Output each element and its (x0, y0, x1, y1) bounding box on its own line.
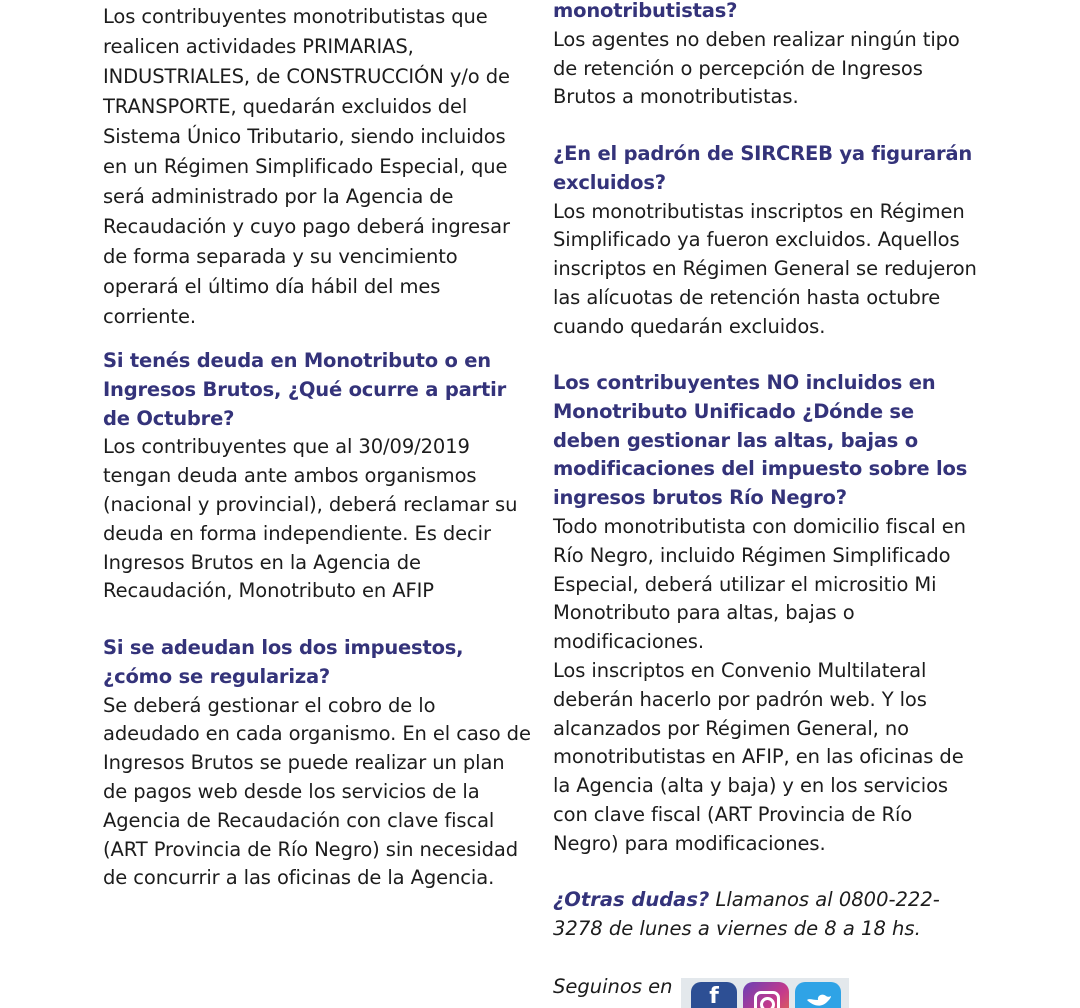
faq-retention-question-tail: monotributistas? (553, 0, 738, 22)
faq-debt-question: Si tenés deuda en Monotributo o en Ingresos Brutos, ¿Qué ocurre a partir de Octubre? (103, 349, 506, 430)
social-section (553, 972, 973, 1008)
faq-regularize-answer: Se deberá gestionar el cobro de lo adeudado en cada organismo. En el caso de Ingresos Brutos se puede realizar un plan de pagos web desde los servicios de la Agencia de Recaudación con clave fiscal (ART Provincia de Río Negro) sin necesidad de concurrir a las oficinas de la Agencia. (103, 693, 531, 890)
faq-debt-answer: Los contribuyentes que al 30/09/2019 tengan deuda ante ambos organismos (nacional y provincial), deberá reclamar su deuda en forma independiente. Es decir Ingresos Brutos en la Agencia de Recaudación, Monotributo en AFIP (103, 435, 518, 603)
contact-text (553, 886, 983, 944)
social-icons (681, 978, 849, 1008)
social-label: Seguinos en (553, 975, 673, 998)
faq-registration-answer-1: Todo monotributista con domicilio fiscal en Río Negro, incluido Régimen Simplificado Especial, deberá utilizar el micrositio Mi Monotributo para altas, bajas o modificaciones. (553, 514, 966, 654)
instagram-icon[interactable] (743, 982, 789, 1008)
contact-question: ¿Otras dudas? (553, 888, 710, 911)
faq-regularize-question: Si se adeudan los dos impuestos, ¿cómo se regulariza? (103, 636, 464, 688)
faq-sircreb-section (553, 140, 983, 342)
contact-section (553, 886, 983, 944)
intro-section (103, 2, 533, 332)
faq-registration-section (553, 369, 983, 859)
contact-phone-hours: Llamanos al 0800-222-3278 de lunes a viernes de 8 a 18 hs. (553, 888, 940, 940)
twitter-icon[interactable] (795, 982, 841, 1008)
faq-sircreb-answer: Los monotributistas inscriptos en Régimen Simplificado ya fueron excluidos. Aquellos inscriptos en Régimen General se redujeron las alícuotas de retención hasta octubre cuando quedarán excluidos. (553, 199, 977, 338)
faq-registration-question: Los contribuyentes NO incluidos en Monotributo Unificado ¿Dónde se deben gestionar las altas, bajas o modificaciones del impuesto sobre los ingresos brutos Río Negro? (553, 371, 968, 510)
facebook-icon[interactable]: f (691, 982, 737, 1008)
faq-sircreb-question: ¿En el padrón de SIRCREB ya figurarán excluidos? (553, 142, 973, 194)
faq-debt-section (103, 347, 533, 606)
faq-registration-answer-2: Los inscriptos en Convenio Multilateral deberán hacerlo por padrón web. Y los alcanzados por Régimen General, no monotributistas en AFIP, en las oficinas de la Agencia (alta y baja) y en los servicios con clave fiscal (ART Provincia de Río Negro) para modificaciones. (553, 658, 964, 855)
faq-retention-section (553, 0, 983, 112)
faq-regularize-section (103, 634, 533, 893)
intro-paragraph: Los contribuyentes monotributistas que realicen actividades PRIMARIAS, INDUSTRIALES, de CONSTRUCCIÓN y/o de TRANSPORTE, quedarán excluidos del Sistema Único Tributario, siendo incluidos en un Régimen Simplificado Especial, que será administrado por la Agencia de Recaudación y cuyo pago deberá ingresar de forma separada y su vencimiento operará el último día hábil del mes corriente. (103, 5, 510, 328)
faq-retention-answer: Los agentes no deben realizar ningún tipo de retención o percepción de Ingresos Brutos a monotributistas. (553, 27, 960, 109)
